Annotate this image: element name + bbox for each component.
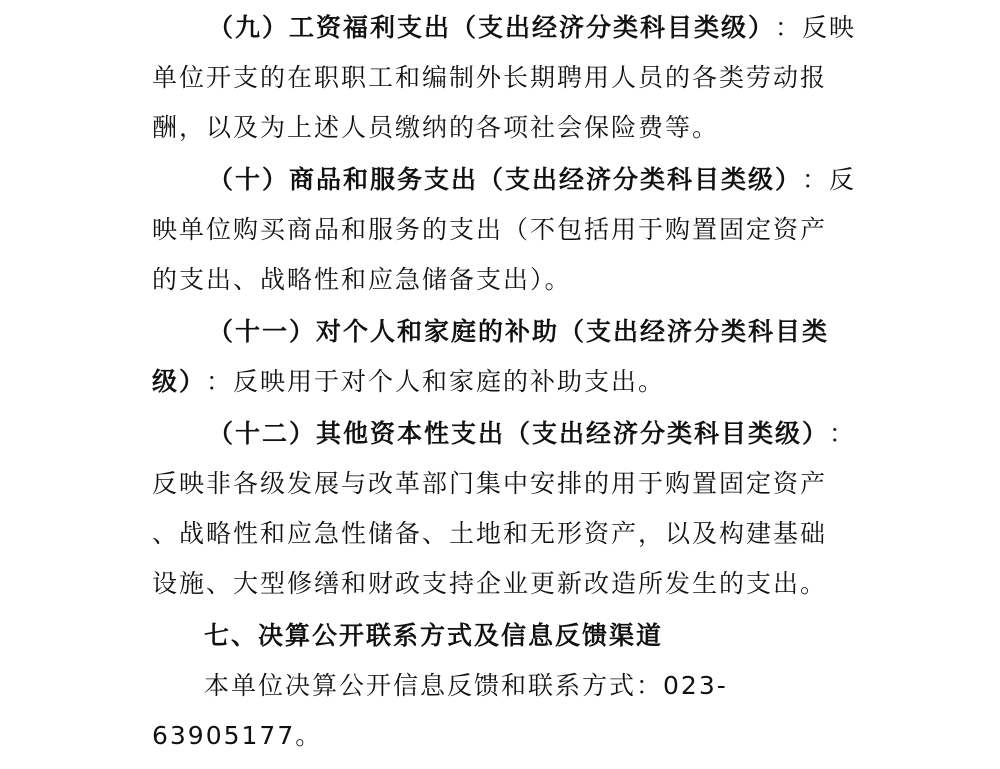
section-11-text: ：反映用于对个人和家庭的补助支出。: [206, 367, 666, 396]
section-11-line-1: [0, 312, 1000, 352]
section-9-text: 酬，以及为上述人员缴纳的各项社会保险费等。: [152, 113, 720, 142]
contact-line-1: [0, 666, 1000, 706]
section-9-text: ：反映: [775, 13, 857, 42]
section-12-text: 反映非各级发展与改革部门集中安排的用于购置固定资产: [152, 469, 828, 498]
section-12-text: ：: [829, 419, 857, 448]
section-12-line-1: [0, 414, 1000, 454]
section-10-heading: （十）商品和服务支出（支出经济分类科目类级）: [208, 165, 803, 194]
section-10-text: 的支出、战略性和应急储备支出）。: [152, 265, 572, 294]
section-9-text: 单位开支的在职职工和编制外长期聘用人员的各类劳动报: [152, 63, 828, 92]
section-9-line-2: [0, 58, 1000, 98]
section-10-text: ：反: [802, 165, 857, 194]
contact-line-2: [0, 716, 1000, 756]
section-12-line-2: [0, 464, 1000, 504]
section-12-line-4: [0, 564, 1000, 604]
section-12-line-3: [0, 514, 1000, 554]
chapter-title-line: [0, 616, 1000, 656]
section-10-line-3: [0, 260, 1000, 300]
chapter-title: 七、决算公开联系方式及信息反馈渠道: [204, 621, 664, 650]
section-11-heading-cont: 级）: [152, 367, 207, 396]
section-11-line-2: [0, 362, 1000, 402]
section-10-line-1: [0, 160, 1000, 200]
section-9-heading: （九）工资福利支出（支出经济分类科目类级）: [208, 13, 776, 42]
section-9-line-3: [0, 108, 1000, 148]
section-12-text: 设施、大型修缮和财政支持企业更新改造所发生的支出。: [152, 569, 828, 598]
section-11-heading: （十一）对个人和家庭的补助（支出经济分类科目类: [208, 317, 830, 346]
section-10-line-2: [0, 210, 1000, 250]
section-12-text: 、战略性和应急性储备、土地和无形资产，以及构建基础: [152, 519, 828, 548]
section-10-text: 映单位购买商品和服务的支出（不包括用于购置固定资产: [152, 215, 828, 244]
contact-phone: 63905177。: [152, 721, 323, 750]
contact-text: 本单位决算公开信息反馈和联系方式：023-: [204, 671, 728, 700]
section-9-line-1: [0, 8, 1000, 48]
section-12-heading: （十二）其他资本性支出（支出经济分类科目类级）: [208, 419, 830, 448]
